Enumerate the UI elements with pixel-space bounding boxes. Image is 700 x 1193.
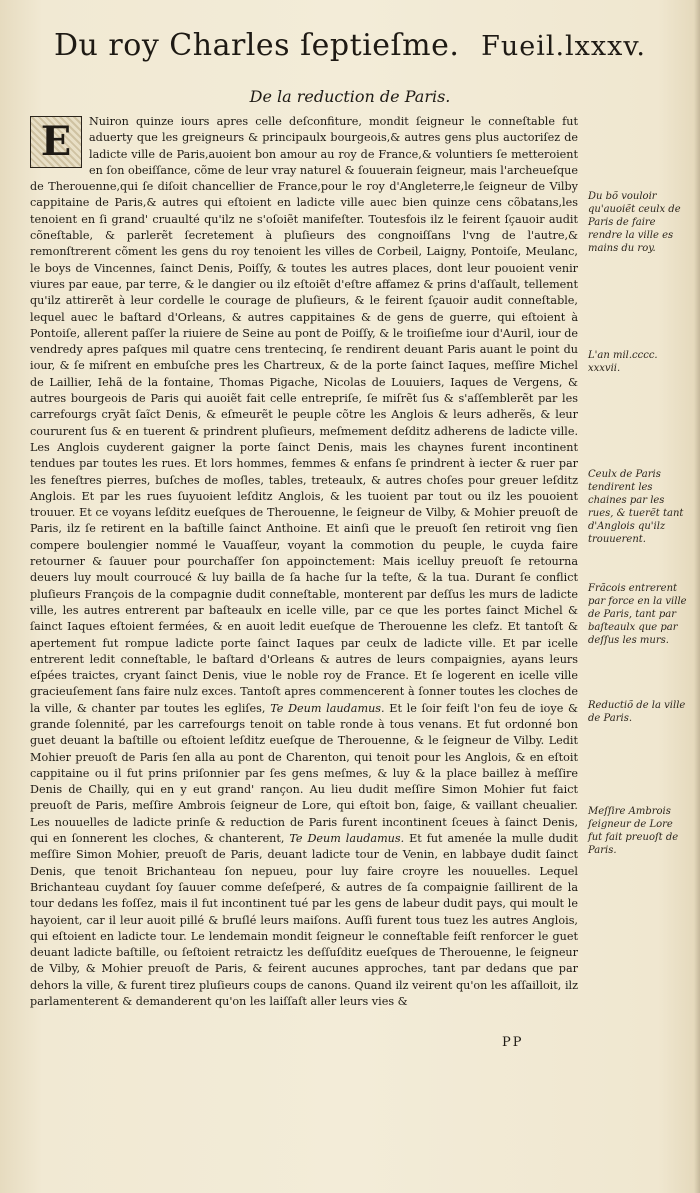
catchword: PP xyxy=(502,1035,524,1050)
te-deum-phrase: Te Deum laudamus. xyxy=(270,701,385,715)
body-text-part-2: Et le ſoir feiſt l'on feu de ioye & grande ſolennité, par les carrefourgs tenoit on table ronde à tous venans. Et fut ordonné bon guet deuant la baſtille ou eſtoient leſditz eueſque de Therouenne, & le ſeigneur de Vilby. Ledit Mohier preuoſt de Paris ſen alla au pont de Charenton, qui tenoit pour les Anglois, & en eſtoit cappitaine ou il fut prins priſonnier par ſes gens meſmes, & luy & la place baillez à meſſire Denis de Chailly, qui en y eut grand' rançon. Au lieu dudit meſſire Simon Mohier fut faict preuoſt de Paris, meſſire Ambrois ſeigneur de Lore, qui eſtoit bon, ſaige, & vaillant cheualier. Les nouuelles de ladicte prinſe & reduction de Paris furent incontinent ſceues à ſainct Denis, qui en ſonnerent les cloches, & chanterent, xyxy=(30,701,578,846)
running-head xyxy=(54,28,646,63)
section-heading: De la reduction de Paris. xyxy=(249,87,451,106)
running-title: Du roy Charles ſeptieſme. xyxy=(54,28,460,63)
margin-note: Ceulx de Paris tendirent les chaines par les rues, & tuerẽt tant d'Anglois qu'ilz trouuerent. xyxy=(588,469,684,545)
margin-note: Frãcois entrerent par force en la ville de Paris, tant par baſteaulx que par deſſus les murs. xyxy=(588,583,687,646)
margin-note: Du bõ vouloir qu'auoiẽt ceulx de Paris de faire rendre la ville es mains du roy. xyxy=(588,191,681,254)
main-text-column xyxy=(30,114,578,1010)
decorated-initial-letter: E xyxy=(30,116,82,168)
body-paragraph xyxy=(30,114,578,1010)
folio-number: Fueil.lxxxv. xyxy=(481,31,646,62)
te-deum-phrase: Te Deum laudamus. xyxy=(289,832,405,846)
page-edge-shadow xyxy=(694,0,700,1193)
margin-note: Reductiõ de la ville de Paris. xyxy=(588,700,686,724)
margin-note: L'an mil.cccc. xxxvii. xyxy=(588,350,658,374)
body-text-part-1: Nuiron quinze iours apres celle deſconfiture, mondit ſeigneur le conneſtable fut aduerty que les greigneurs & principaulx bourgeois,& autres gens plus auctoriſez de ladicte ville de Paris,auoient bon amour au roy de France,& voluntiers ſe metteroient en ſon obeiſſance, cõme de leur vray naturel & ſouuerain ſeigneur, mais l'archeueſque de Therouenne,qui ſe diſoit chancellier de France,pour le roy d'Angleterre,le ſeigneur de Vilby cappitaine de Paris,& autres qui eſtoient en ladicte ville auec bien quinze cens cõbatans,les tenoient en ſi grand' cruaulté qu'ilz ne s'oſoiẽt manifeſter. Toutesfois ilz le feirent ſçauoir audit cõneſtable, & parlerẽt ſecretement à pluſieurs des congnoiſſans l'vng de l'autre,& remonſtrerent cõment les gens du roy tenoient les villes de Corbeil, Laigny, Pontoiſe, Meulanc, le boys de Vincennes, ſainct Denis, Poiſſy, & toutes les autres places, dont leur pouoient venir viures par eaue, par terre, & le dangier ou ilz eſtoiẽt d'eſtre affamez & prins d'aſſault, tellement qu'ilz attirerẽt à leur cordelle le courage de pluſieurs, & le feirent ſçauoir audit conneſtable, lequel auec le baſtard d'Orleans, & autres cappitaines & de gens de guerre, qui eſtoient à Pontoiſe, allerent paſſer la riuiere de Seine au pont de Poiſſy, & le troiſieſme iour d'Auril, iour de vendredy apres paſques mil quatre cens trentecinq, ſe rendirent deuant Paris auant le point du iour, & ſe miſrent en embuſche pres les Chartreux, & de la porte ſainct Iaques, meſſire Michel de Laillier, Iehã de la fontaine, Thomas Pigache, Nicolas de Louuiers, Iaques de Vergens, & autres bourgeois de Paris qui auoiẽt fait celle entrepriſe, ſe miſrẽt ſus & s'aſſemblerẽt par les carrefourgs cryãt ſaĩct Denis, & eſmeurẽt le peuple cõtre les Anglois & leurs adherẽs, & leur coururent ſus & en tuerent & prindrent pluſieurs, meſmement deſditz adherens de ladicte ville. Les Anglois cuyderent gaigner la porte ſainct Denis, mais les chaynes furent incontinent tendues par toutes les rues. Et lors hommes, femmes & enfans ſe prindrent à iecter & ruer par les feneſtres pierres, buſches de moſles, tables, treteaulx, & autres choſes pour greuer leſditz Anglois. Et par les rues ſuyuoient leſditz Anglois, & les tuoient par tout ou ilz les pouoient trouuer. Et ce voyans leſditz eueſques de Therouenne, le ſeigneur de Vilby, & Mohier preuoſt de Paris, ilz ſe retirent en la baſtille ſainct Anthoine. Et ainſi que le preuoſt ſen retiroit vng ſien compere boulengier nommé le Vauaſſeur, voyant la commotion du peuple, le cuyda faire retourner & ſauuer pour pourchaſſer ſon appoinctement: Mais icelluy preuoſt ſe retourna deuers luy moult courroucé & luy bailla de ſa hache ſur la teſte, & la tua. Durant ſe conflict pluſieurs François de la compagnie dudit conneſtable, monterent par deſſus les murs de ladicte ville, les autres entrerent par baſteaulx en icelle ville, par ce que les portes ſainct Michel & ſainct Iaques eſtoient fermées, & en auoit ledit eueſque de Therouenne les clefz. Et tantoſt & apertement fut rompue ladicte porte ſainct Iaques par ceulx de ladicte ville. Et par icelle entrerent ledit conneſtable, le baſtard d'Orleans & autres de leurs compaignies, ayans leurs eſpées traictes, cryant ſainct Denis, viue le noble roy de France. Et ſe logerent en icelle ville gracieuſement ſans faire nulz exces. Tantoſt apres commencerent à ſonner toutes les cloches de la ville, & chanter par toutes les egliſes, xyxy=(30,115,579,715)
body-text-part-3: Et fut amenée la mulle dudit meſſire Simon Mohier, preuoſt de Paris, deuant ladicte tour de Venin, en labbaye dudit ſainct Denis, que tenoit Brichanteau ſon nepueu, pour luy faire croyre les nouuelles. Lequel Brichanteau cuydant ſoy ſauuer comme deſeſperé, & autres de ſa compaignie ſaillirent de la tour dedans les foſſez, mais il fut incontinent tué par les gens de labeur dudit pays, qui moult le hayoient, car il leur auoit pillé & bruſlé leurs maiſons. Auſſi furent tous tuez les autres Anglois, qui eſtoient en ladicte tour. Le lendemain mondit ſeigneur le conneſtable feiſt renforcer le guet deuant ladicte baſtille, ou ſeſtoient retraictz les deſſuſditz eueſques de Therouenne, le ſeigneur de Vilby, & Mohier preuoſt de Paris, & feirent aucunes approches, tant par dedans que par dehors la ville, & furent tirez pluſieurs coups de canons. Quand ilz veirent qu'on les aſſailloit, ilz parlamenterent & demanderent qu'on les laiſſaſt aller leurs vies & xyxy=(30,832,578,1009)
margin-note: Meſſire Ambrois ſeigneur de Lore fut fait preuoſt de Paris. xyxy=(588,806,679,856)
